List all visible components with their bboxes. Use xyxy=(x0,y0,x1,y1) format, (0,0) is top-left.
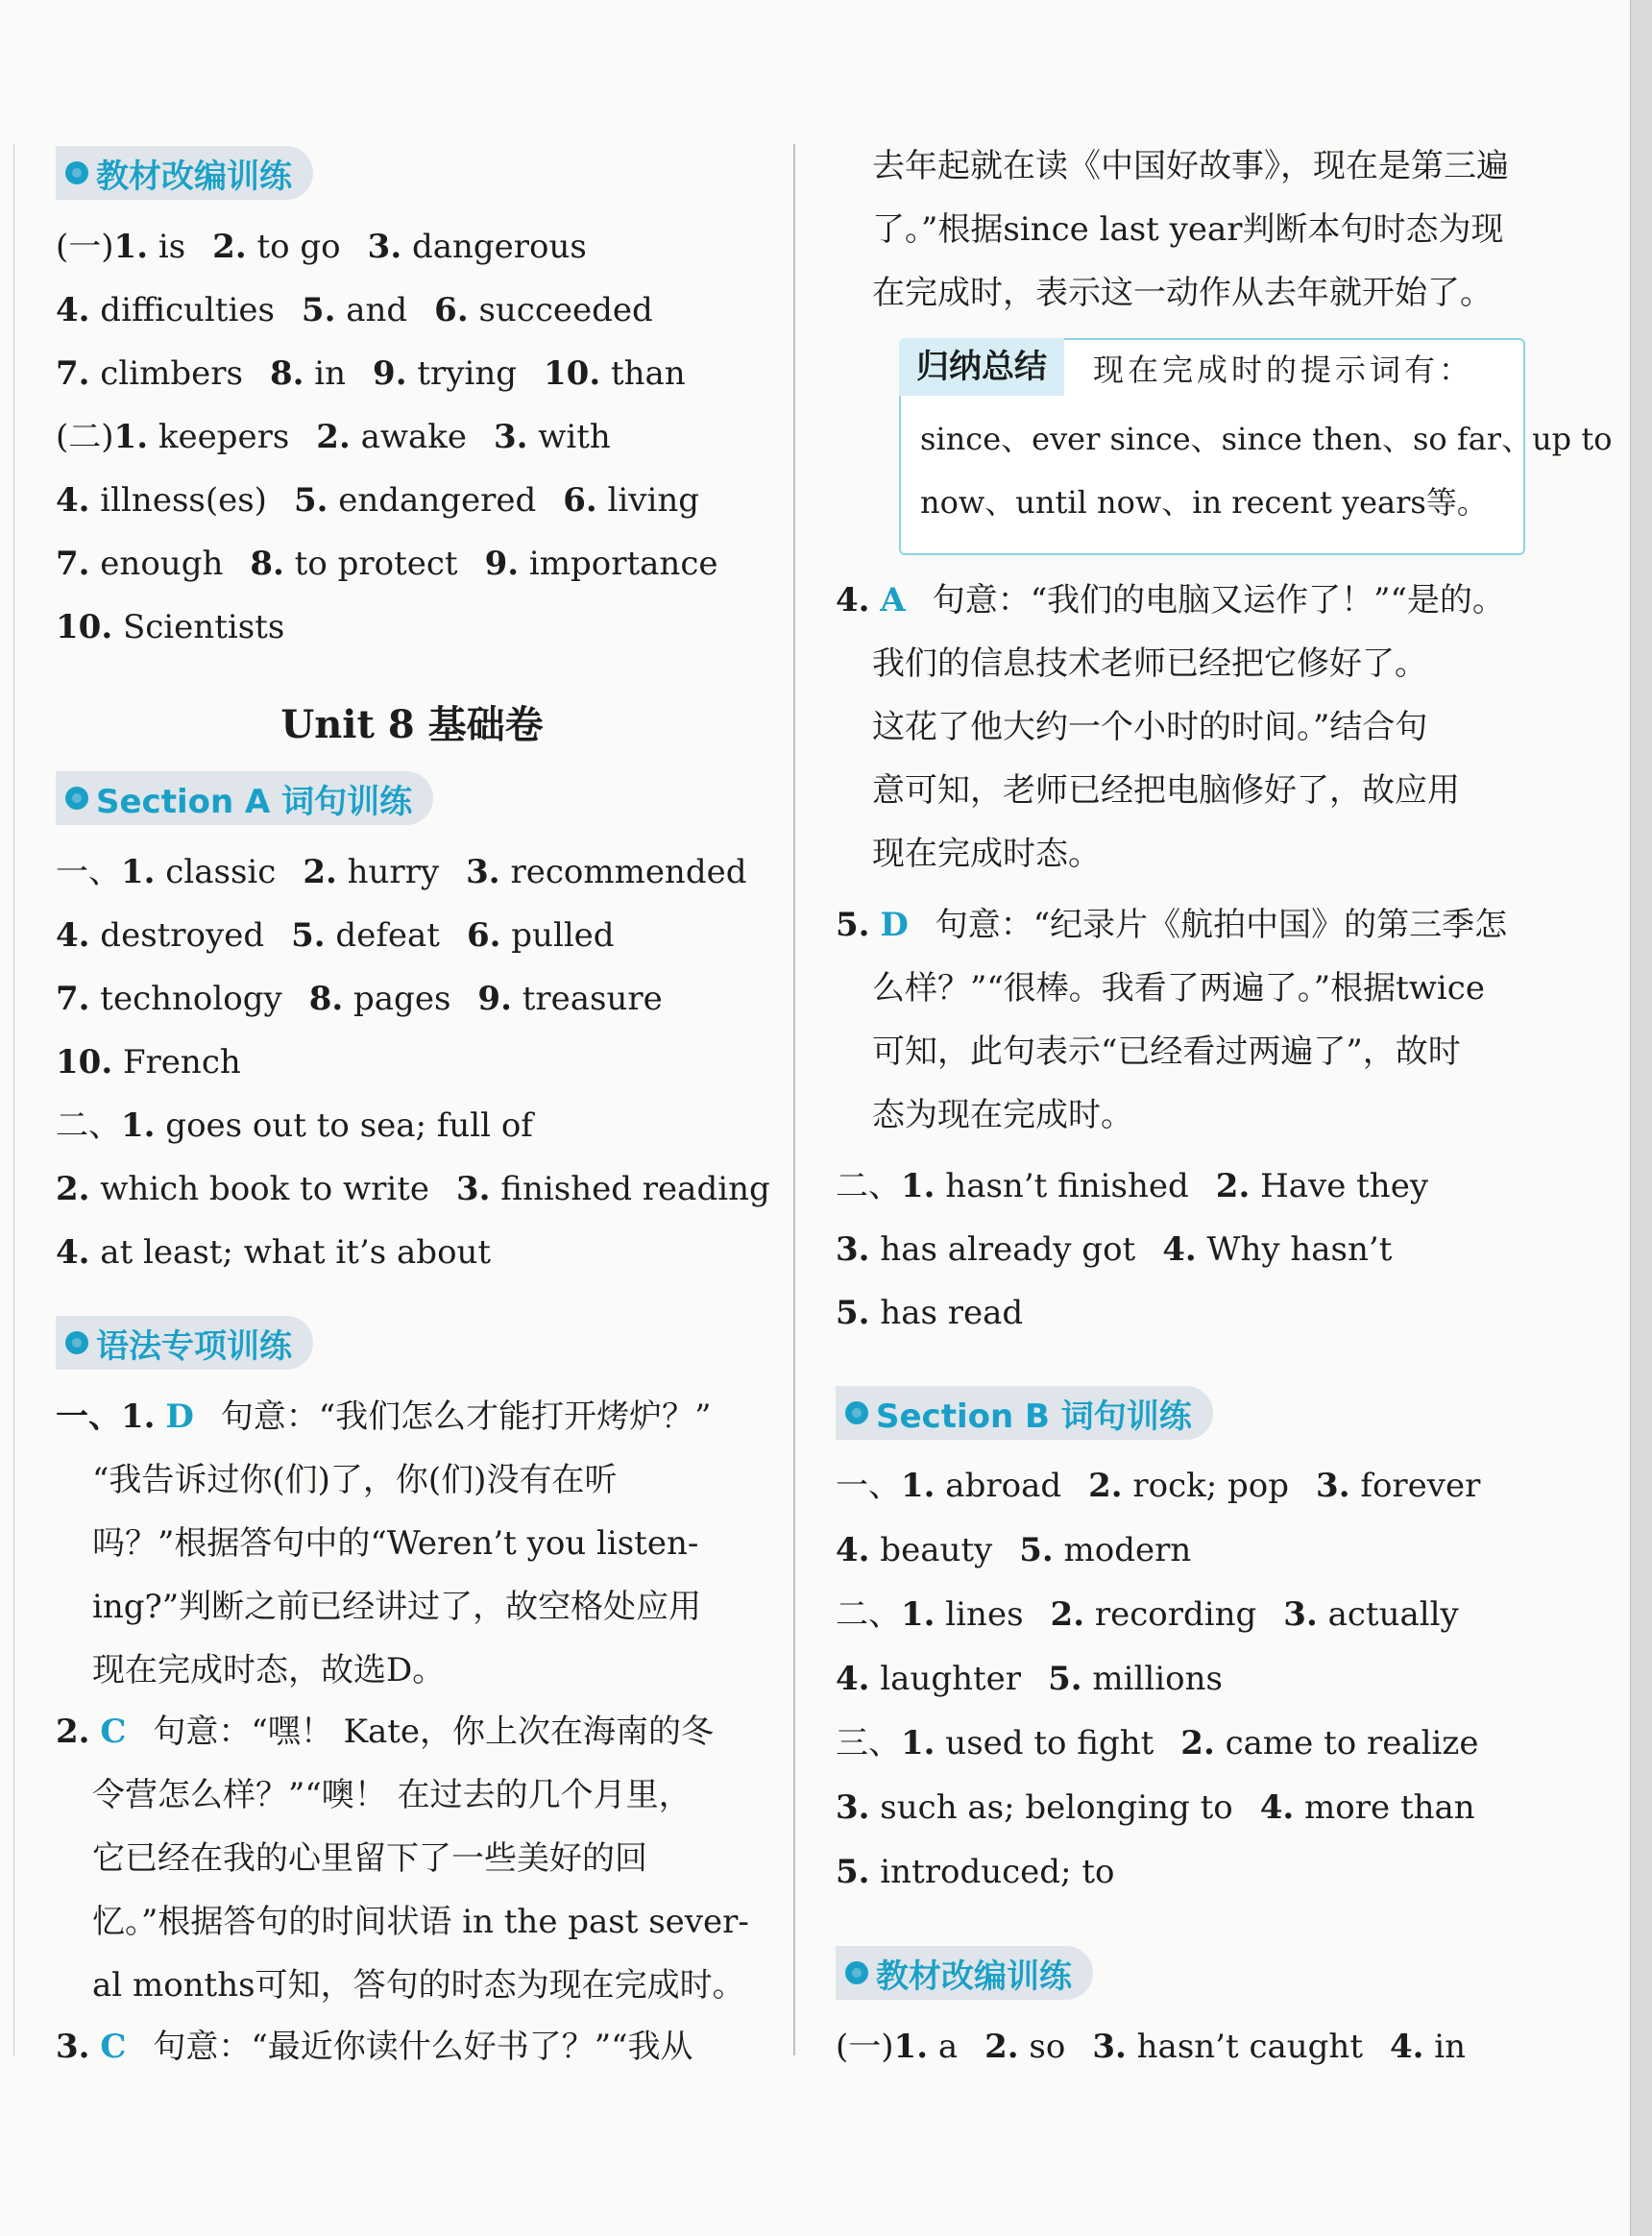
answer-line xyxy=(836,1719,1478,1767)
item-number: 9. xyxy=(484,545,520,583)
item-number: 5. xyxy=(836,1294,870,1332)
answer-text: to go xyxy=(246,228,341,266)
answer-choice: C xyxy=(100,2028,127,2066)
part-label: 二、 xyxy=(836,1167,901,1205)
q4-line xyxy=(836,703,1427,751)
answer-text: technology xyxy=(89,980,282,1018)
section-title: 语法专项训练 xyxy=(96,1326,292,1366)
answer-text: actually xyxy=(1317,1595,1459,1634)
answer-text: has already got xyxy=(869,1230,1136,1269)
explanation-text: 现在完成时态。 xyxy=(872,835,1101,873)
item-number: 1. xyxy=(901,1595,935,1634)
answer-text: hasn’t finished xyxy=(935,1167,1189,1205)
q2-line xyxy=(56,1898,749,1946)
item-number: 4. xyxy=(836,1660,870,1698)
explanation-text: 它已经在我的心里留下了一些美好的回 xyxy=(92,1839,647,1878)
item-number: 4. xyxy=(1259,1788,1295,1827)
item-number: 1. xyxy=(901,1724,935,1762)
explanation-text: 态为现在完成时。 xyxy=(872,1096,1133,1134)
section-header-section-a xyxy=(56,771,433,825)
answer-text: introduced; to xyxy=(869,1853,1115,1891)
answer-text: destroyed xyxy=(89,916,265,955)
item-number: 4. xyxy=(836,1531,870,1569)
bullet-dot-icon xyxy=(65,1331,88,1354)
answer-text: at least; what it’s about xyxy=(89,1233,492,1272)
answer-text: climbers xyxy=(89,354,243,393)
item-number: 7. xyxy=(56,354,90,393)
answer-line xyxy=(836,1289,1023,1337)
answer-line xyxy=(56,223,587,271)
q4-line xyxy=(836,576,1505,624)
explanation-text: 去年起就在读《中国好故事》，现在是第三遍 xyxy=(872,147,1509,185)
item-number: 9. xyxy=(373,354,407,393)
item-number: 3. xyxy=(836,1788,870,1827)
answer-line xyxy=(836,1226,1392,1274)
item-number: 4. xyxy=(56,291,90,329)
answer-text: Scientists xyxy=(112,608,285,646)
answer-text: enough xyxy=(89,545,224,583)
explanation-text: 在完成时，表示这一动作从去年就开始了。 xyxy=(872,274,1493,312)
part-label: 三、 xyxy=(836,1724,901,1762)
answer-choice: A xyxy=(880,581,906,620)
answer-text: hurry xyxy=(336,853,440,891)
answer-line xyxy=(56,476,699,524)
answer-text: difficulties xyxy=(89,291,275,329)
answer-choice: D xyxy=(165,1398,194,1436)
answer-text: succeeded xyxy=(468,291,653,329)
continued-line xyxy=(836,142,1509,190)
column-divider xyxy=(793,144,795,2055)
item-number: 10. xyxy=(56,1043,113,1082)
explanation-text: 句意：“嘿！ Kate，你上次在海南的冬 xyxy=(153,1713,715,1751)
part-label: 一、 xyxy=(56,853,121,891)
answer-line xyxy=(56,1102,533,1150)
answer-line xyxy=(836,1462,1480,1510)
answer-text: keepers xyxy=(148,418,290,456)
summary-box xyxy=(899,338,1613,555)
summary-line: 现在完成时的提示词有： xyxy=(1093,352,1474,388)
page-edge xyxy=(1630,0,1652,2236)
bullet-dot-icon xyxy=(845,1961,868,1984)
explanation-text: 我们的信息技术老师已经把它修好了。 xyxy=(872,644,1427,683)
item-number: 5. xyxy=(301,291,336,329)
answer-text: Why hasn’t xyxy=(1196,1230,1393,1269)
bullet-dot-icon xyxy=(65,161,88,184)
q1-line xyxy=(56,1393,712,1441)
answer-text: illness(es) xyxy=(89,481,267,520)
answer-text: and xyxy=(335,291,408,329)
answer-line xyxy=(56,911,615,960)
question-number: 4. xyxy=(836,581,870,620)
explanation-text: 了。”根据since last year判断本句时态为现 xyxy=(872,210,1504,249)
explanation-text: 意可知，老师已经把电脑修好了，故应用 xyxy=(872,771,1460,810)
summary-line: since、ever since、since then、so far、up to xyxy=(920,421,1613,457)
item-number: 6. xyxy=(563,481,597,520)
explanation-text: 令营怎么样？”“噢！ 在过去的几个月里， xyxy=(92,1776,692,1814)
answer-text: pulled xyxy=(500,916,615,955)
answer-text: recording xyxy=(1084,1595,1257,1634)
q2-line xyxy=(56,1708,714,1756)
item-number: 3. xyxy=(493,418,528,456)
item-number: 4. xyxy=(56,1233,90,1272)
summary-tag: 归纳总结 xyxy=(899,338,1064,396)
item-number: 1. xyxy=(901,1467,935,1505)
answer-text: millions xyxy=(1081,1660,1223,1698)
answer-text: hasn’t caught xyxy=(1126,2028,1363,2066)
section-title: Section B 词句训练 xyxy=(876,1397,1192,1436)
q4-line xyxy=(836,640,1427,688)
q5-line xyxy=(836,901,1507,949)
item-number: 4. xyxy=(1162,1230,1197,1269)
section-title: Section A 词句训练 xyxy=(96,782,413,821)
answer-line xyxy=(836,1591,1459,1639)
item-number: 2. xyxy=(1215,1167,1251,1205)
q3-line xyxy=(56,2023,693,2071)
item-number: 1. xyxy=(113,418,149,456)
item-number: 3. xyxy=(1316,1467,1350,1505)
answer-line xyxy=(56,975,663,1023)
answer-text: such as; belonging to xyxy=(869,1788,1233,1827)
bullet-dot-icon xyxy=(65,787,88,810)
answer-line xyxy=(56,350,686,398)
question-number: 3. xyxy=(56,2028,90,2066)
item-number: 2. xyxy=(316,418,351,456)
answer-text: came to realize xyxy=(1214,1724,1479,1762)
explanation-text: 句意：“我们的电脑又运作了！”“是的。 xyxy=(932,581,1505,620)
answer-line xyxy=(836,1526,1191,1574)
explanation-text: 现在完成时态，故选D。 xyxy=(92,1651,446,1689)
answer-line xyxy=(836,1784,1475,1832)
item-number: 5. xyxy=(1019,1531,1054,1569)
q2-line xyxy=(56,1835,647,1883)
item-number: 2. xyxy=(1088,1467,1123,1505)
item-number: 9. xyxy=(477,980,512,1018)
answer-text: French xyxy=(112,1043,241,1082)
question-number: 2. xyxy=(56,1713,90,1751)
answer-choice: C xyxy=(100,1713,127,1751)
answer-text: pages xyxy=(343,980,451,1018)
explanation-text: 这花了他大约一个小时的时间。”结合句 xyxy=(872,708,1428,746)
answer-text: abroad xyxy=(935,1467,1062,1505)
answer-text: trying xyxy=(406,354,517,393)
answer-text: living xyxy=(596,481,700,520)
item-number: 4. xyxy=(56,481,90,520)
answer-text: finished reading xyxy=(490,1170,770,1208)
answer-text: awake xyxy=(350,418,467,456)
part-label: 一、 xyxy=(836,1467,901,1505)
item-number: 2. xyxy=(212,228,247,266)
item-number: 5. xyxy=(293,481,328,520)
item-number: 8. xyxy=(250,545,284,583)
explanation-text: 句意：“我们怎么才能打开烤炉？” xyxy=(220,1398,712,1436)
item-number: 1. xyxy=(893,2028,929,2066)
answer-line xyxy=(836,1848,1114,1896)
explanation-text: 忆。”根据答句的时间状语 in the past sever- xyxy=(92,1903,749,1941)
answer-text: used to fight xyxy=(935,1724,1154,1762)
item-number: 3. xyxy=(1283,1595,1318,1634)
item-number: 8. xyxy=(269,354,304,393)
answer-text: rock; pop xyxy=(1122,1467,1290,1505)
section-header-textbook-adapted-2 xyxy=(836,1946,1093,2000)
item-number: 3. xyxy=(466,853,500,891)
q1-line xyxy=(56,1456,617,1504)
unit-title: Unit 8 基础卷 xyxy=(280,702,544,747)
item-number: 2. xyxy=(303,853,337,891)
answer-text: in xyxy=(1423,2028,1467,2066)
part-label: 二、 xyxy=(56,1106,121,1145)
summary-line: now、until now、in recent years等。 xyxy=(920,484,1488,521)
explanation-text: 句意：“最近你读什么好书了？”“我从 xyxy=(153,2028,693,2066)
answer-text: than xyxy=(600,354,686,393)
answer-text: defeat xyxy=(325,916,440,955)
item-number: 3. xyxy=(1092,2028,1127,2066)
q4-line xyxy=(836,830,1101,878)
item-number: 4. xyxy=(56,916,90,955)
answer-line xyxy=(836,1655,1223,1703)
q2-line xyxy=(56,1771,692,1819)
answer-line xyxy=(56,848,746,896)
answer-text: more than xyxy=(1294,1788,1475,1827)
answer-text: modern xyxy=(1053,1531,1192,1569)
q5-line xyxy=(836,1091,1133,1139)
item-number: 6. xyxy=(466,916,501,955)
answer-line xyxy=(836,1162,1428,1210)
explanation-text: 可知，此句表示“已经看过两遍了”，故时 xyxy=(872,1033,1461,1071)
answer-text: which book to write xyxy=(89,1170,429,1208)
answer-line xyxy=(56,540,718,588)
section-header-grammar xyxy=(56,1316,313,1370)
item-number: 3. xyxy=(456,1170,491,1208)
item-number: 3. xyxy=(836,1230,870,1269)
item-number: 6. xyxy=(434,291,469,329)
answer-text: goes out to sea; full of xyxy=(155,1106,533,1145)
item-number: 2. xyxy=(1050,1595,1085,1634)
q5-line xyxy=(836,1028,1461,1076)
item-number: 2. xyxy=(56,1170,90,1208)
explanation-text: ing?”判断之前已经讲过了，故空格处应用 xyxy=(92,1588,702,1626)
item-number: 1. xyxy=(901,1167,935,1205)
answer-text: recommended xyxy=(499,853,747,891)
q1-line xyxy=(56,1519,698,1568)
answer-text: endangered xyxy=(328,481,537,520)
part-label: (一) xyxy=(56,228,114,266)
item-number: 8. xyxy=(308,980,344,1018)
item-number: 5. xyxy=(836,1853,870,1891)
answer-choice: D xyxy=(880,906,909,944)
bullet-dot-icon xyxy=(845,1401,868,1424)
answer-text: beauty xyxy=(869,1531,993,1569)
item-number: 5. xyxy=(291,916,326,955)
item-number: 1. xyxy=(121,853,156,891)
answer-line xyxy=(56,1038,241,1086)
part-label: (一) xyxy=(836,2028,894,2066)
answer-text: Have they xyxy=(1250,1167,1429,1205)
answer-text: importance xyxy=(519,545,718,583)
continued-line xyxy=(836,269,1493,317)
answer-text: dangerous xyxy=(401,228,587,266)
part-label: (二) xyxy=(56,418,114,456)
item-number: 3. xyxy=(367,228,402,266)
part-label: 二、 xyxy=(836,1595,901,1634)
continued-line xyxy=(836,206,1504,254)
answer-text: laughter xyxy=(869,1660,1022,1698)
left-margin-rule xyxy=(13,144,14,2055)
item-number: 7. xyxy=(56,980,90,1018)
q2-line xyxy=(56,1961,745,2009)
answer-text: has read xyxy=(869,1294,1024,1332)
answer-line xyxy=(836,2023,1466,2071)
section-title: 教材改编训练 xyxy=(876,1956,1072,1996)
item-number: 1. xyxy=(113,228,149,266)
answer-text: classic xyxy=(155,853,277,891)
section-header-section-b xyxy=(836,1386,1213,1440)
answer-line xyxy=(56,1228,491,1276)
answer-text: a xyxy=(928,2028,959,2066)
item-number: 7. xyxy=(56,545,90,583)
answer-line xyxy=(56,603,284,651)
answer-text: lines xyxy=(935,1595,1024,1634)
item-number: 10. xyxy=(56,608,113,646)
item-number: 5. xyxy=(1048,1660,1082,1698)
explanation-text: al months可知，答句的时态为现在完成时。 xyxy=(92,1966,745,2005)
question-number: 一、1. xyxy=(56,1398,156,1436)
q5-line xyxy=(836,964,1485,1012)
explanation-text: 吗？”根据答句中的“Weren’t you listen- xyxy=(92,1524,699,1563)
q1-line xyxy=(56,1583,701,1631)
question-number: 5. xyxy=(836,906,870,944)
answer-line xyxy=(56,413,611,461)
section-header-textbook-adapted xyxy=(56,146,313,200)
answer-text: with xyxy=(527,418,611,456)
item-number: 10. xyxy=(544,354,601,393)
item-number: 2. xyxy=(1180,1724,1215,1762)
answer-line xyxy=(56,1165,770,1213)
answer-text: so xyxy=(1018,2028,1066,2066)
item-number: 4. xyxy=(1389,2028,1424,2066)
q4-line xyxy=(836,766,1460,814)
answer-text: treasure xyxy=(511,980,663,1018)
answer-text: forever xyxy=(1349,1467,1481,1505)
explanation-text: 句意：“纪录片《航拍中国》的第三季怎 xyxy=(935,906,1508,944)
answer-line xyxy=(56,286,653,334)
answer-text: in xyxy=(304,354,347,393)
item-number: 2. xyxy=(984,2028,1019,2066)
explanation-text: “我告诉过你(们)了，你(们)没有在听 xyxy=(92,1461,618,1499)
q1-line xyxy=(56,1646,445,1694)
answer-text: to protect xyxy=(283,545,458,583)
section-title: 教材改编训练 xyxy=(96,157,292,196)
explanation-text: 么样？”“很棒。我看了两遍了。”根据twice xyxy=(872,969,1485,1008)
answer-text: is xyxy=(148,228,186,266)
item-number: 1. xyxy=(121,1106,156,1145)
